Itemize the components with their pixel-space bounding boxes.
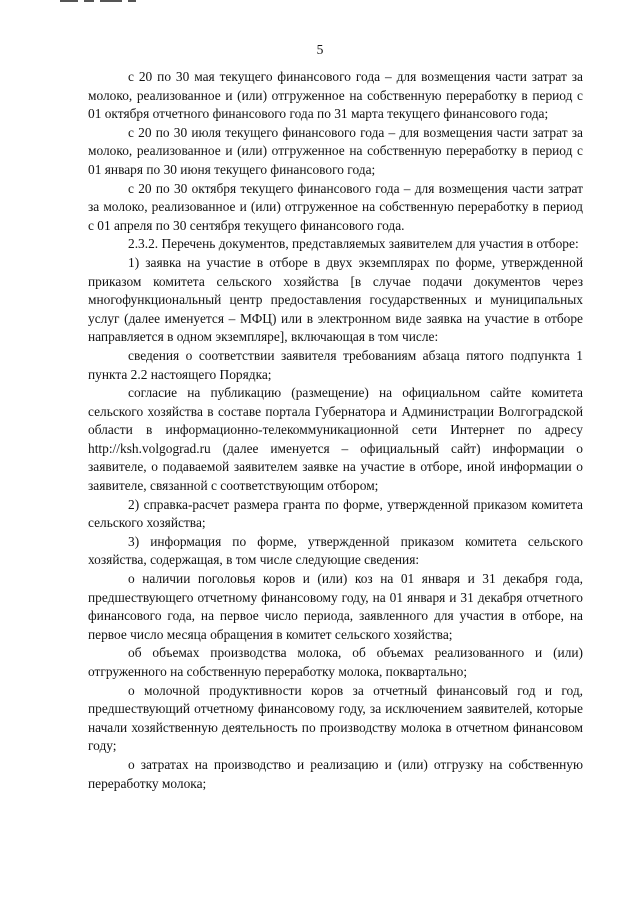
paragraph-july-period: с 20 по 30 июля текущего финансового года – для возмещения части затрат за молоко, реализованное и (или) отгруженное на собственную переработку в период с 01 января по 30 июня текущего финансового года; — [88, 124, 583, 177]
paragraph-item-2-calculation: 2) справка-расчет размера гранта по форме, утвержденной приказом комитета сельского хозяйства; — [88, 496, 583, 531]
paragraph-milk-volumes: об объемах производства молока, об объемах реализованного и (или) отгруженного на собственную переработку молока, поквартально; — [88, 645, 583, 679]
document-body — [88, 68, 583, 793]
paragraph-may-period: с 20 по 30 мая текущего финансового года – для возмещения части затрат за молоко, реализованное и (или) отгруженное на собственную переработку в период с 01 октября отчетного финансового года по 31 марта текущего финансового года; — [88, 69, 583, 122]
paragraph-item-1-application: 1) заявка на участие в отборе в двух экземплярах по форме, утвержденной приказом комитета сельского хозяйства [в случае подачи документов через многофункциональный центр предоставления государственных и муниципальных услуг (далее именуется – МФЦ) или в электронном виде заявка на участие в отборе направляется в одном экземпляре], включающая в том числе: — [88, 254, 583, 345]
paragraph-milk-productivity: о молочной продуктивности коров за отчетный финансовый год и год, предшествующий отчетному финансовому году, за исключением заявителей, которые начали хозяйственную деятельность по производству молока в отчетном финансовом году; — [88, 682, 583, 754]
paragraph-section-2-3-2: 2.3.2. Перечень документов, представляемых заявителем для участия в отборе: — [128, 236, 579, 252]
paragraph-compliance-info: сведения о соответствии заявителя требованиям абзаца пятого подпункта 1 пункта 2.2 настоящего Порядка; — [88, 347, 583, 382]
paragraph-october-period: с 20 по 30 октября текущего финансового года – для возмещения части затрат за молоко, реализованное и (или) отгруженное на собственную переработку в период с 01 апреля по 30 сентября текущего финансового года. — [88, 180, 583, 233]
paragraph-item-3-information: 3) информация по форме, утвержденной приказом комитета сельского хозяйства, содержащая, в том числе следующие сведения: — [88, 533, 583, 568]
paragraph-costs: о затратах на производство и реализацию и (или) отгрузку на собственную переработку молока; — [88, 756, 583, 791]
paragraph-livestock-count: о наличии поголовья коров и (или) коз на 01 января и 31 декабря года, предшествующего отчетному финансовому году, на 01 января и 31 декабря отчетного финансового года, на первое число периода, заявленного для участия в отборе, на первое число месяца обращения в комитет сельского хозяйства; — [88, 571, 583, 642]
page-number: 5 — [316, 42, 324, 57]
scan-artifact — [60, 0, 180, 3]
paragraph-publication-consent: согласие на публикацию (размещение) на официальном сайте комитета сельского хозяйства в составе портала Губернатора и Администрации Волгоградской области в информационно-телекоммуникационной сети Интернет по адресу http://ksh.volgograd.ru (далее именуется – официальный сайт) информации о заявителе, о подаваемой заявителем заявке на участие в отборе, иной информации о заявителе, связанной с соответствующим отбором; — [88, 385, 583, 494]
